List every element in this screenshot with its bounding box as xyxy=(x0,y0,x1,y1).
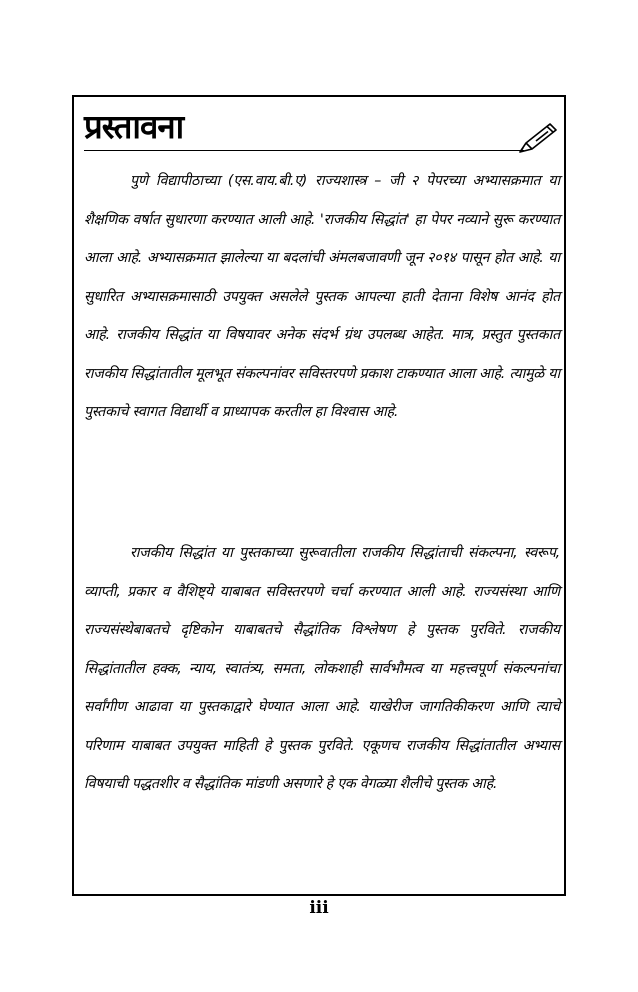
page-number: iii xyxy=(309,898,329,918)
pen-icon xyxy=(514,119,558,155)
title-underline xyxy=(84,150,524,151)
paragraph-1: पुणे विद्यापीठाच्या (एस.वाय.बी.ए) राज्यशास्त्र – जी २ पेपरच्या अभ्यासक्रमात या शैक्षणिक वर्षात सुधारणा करण्यात आली आहे. 'राजकीय सिद्धांत' हा पेपर नव्याने सुरू करण्यात आला आहे. अभ्यासक्रमात झालेल्या या बदलांची अंमलबजावणी जून २०१४ पासून होत आहे. या सुधारित अभ्यासक्रमासाठी उपयुक्त असलेले पुस्तक आपल्या हाती देताना विशेष आनंद होत आहे. राजकीय सिद्धांत या विषयावर अनेक संदर्भ ग्रंथ उपलब्ध आहेत. मात्र, प्रस्तुत पुस्तकात राजकीय सिद्धांतातील मूलभूत संकल्पनांवर सविस्तरपणे प्रकाश टाकण्यात आला आहे. त्यामुळे या पुस्तकाचे स्वागत विद्यार्थी व प्राध्यापक करतील हा विश्वास आहे. xyxy=(84,173,560,420)
page-title: प्रस्तावना xyxy=(84,107,184,146)
paragraph-2: राजकीय सिद्धांत या पुस्तकाच्या सुरूवातीला राजकीय सिद्धांताची संकल्पना, स्वरूप, व्याप्ती, प्रकार व वैशिष्ट्ये याबाबत सविस्तरपणे चर्चा करण्यात आली आहे. राज्यसंस्था आणि राज्यसंस्थेबाबतचे दृष्टिकोन याबाबतचे सैद्धांतिक विश्लेषण हे पुस्तक पुरविते. राजकीय सिद्धांतातील हक्क, न्याय, स्वातंत्र्य, समता, लोकशाही सार्वभौमत्व या महत्त्वपूर्ण संकल्पनांचा सर्वांगीण आढावा या पुस्तकाद्वारे घेण्यात आला आहे. याखेरीज जागतिकीकरण आणि त्याचे परिणाम याबाबत उपयुक्त माहिती हे पुस्तक पुरविते. एकूणच राजकीय सिद्धांतातील अभ्यास विषयाची पद्धतशीर व सैद्धांतिक मांडणी असणारे हे एक वेगळ्या शैलीचे पुस्तक आहे. xyxy=(84,545,560,792)
preface-frame xyxy=(72,95,566,896)
